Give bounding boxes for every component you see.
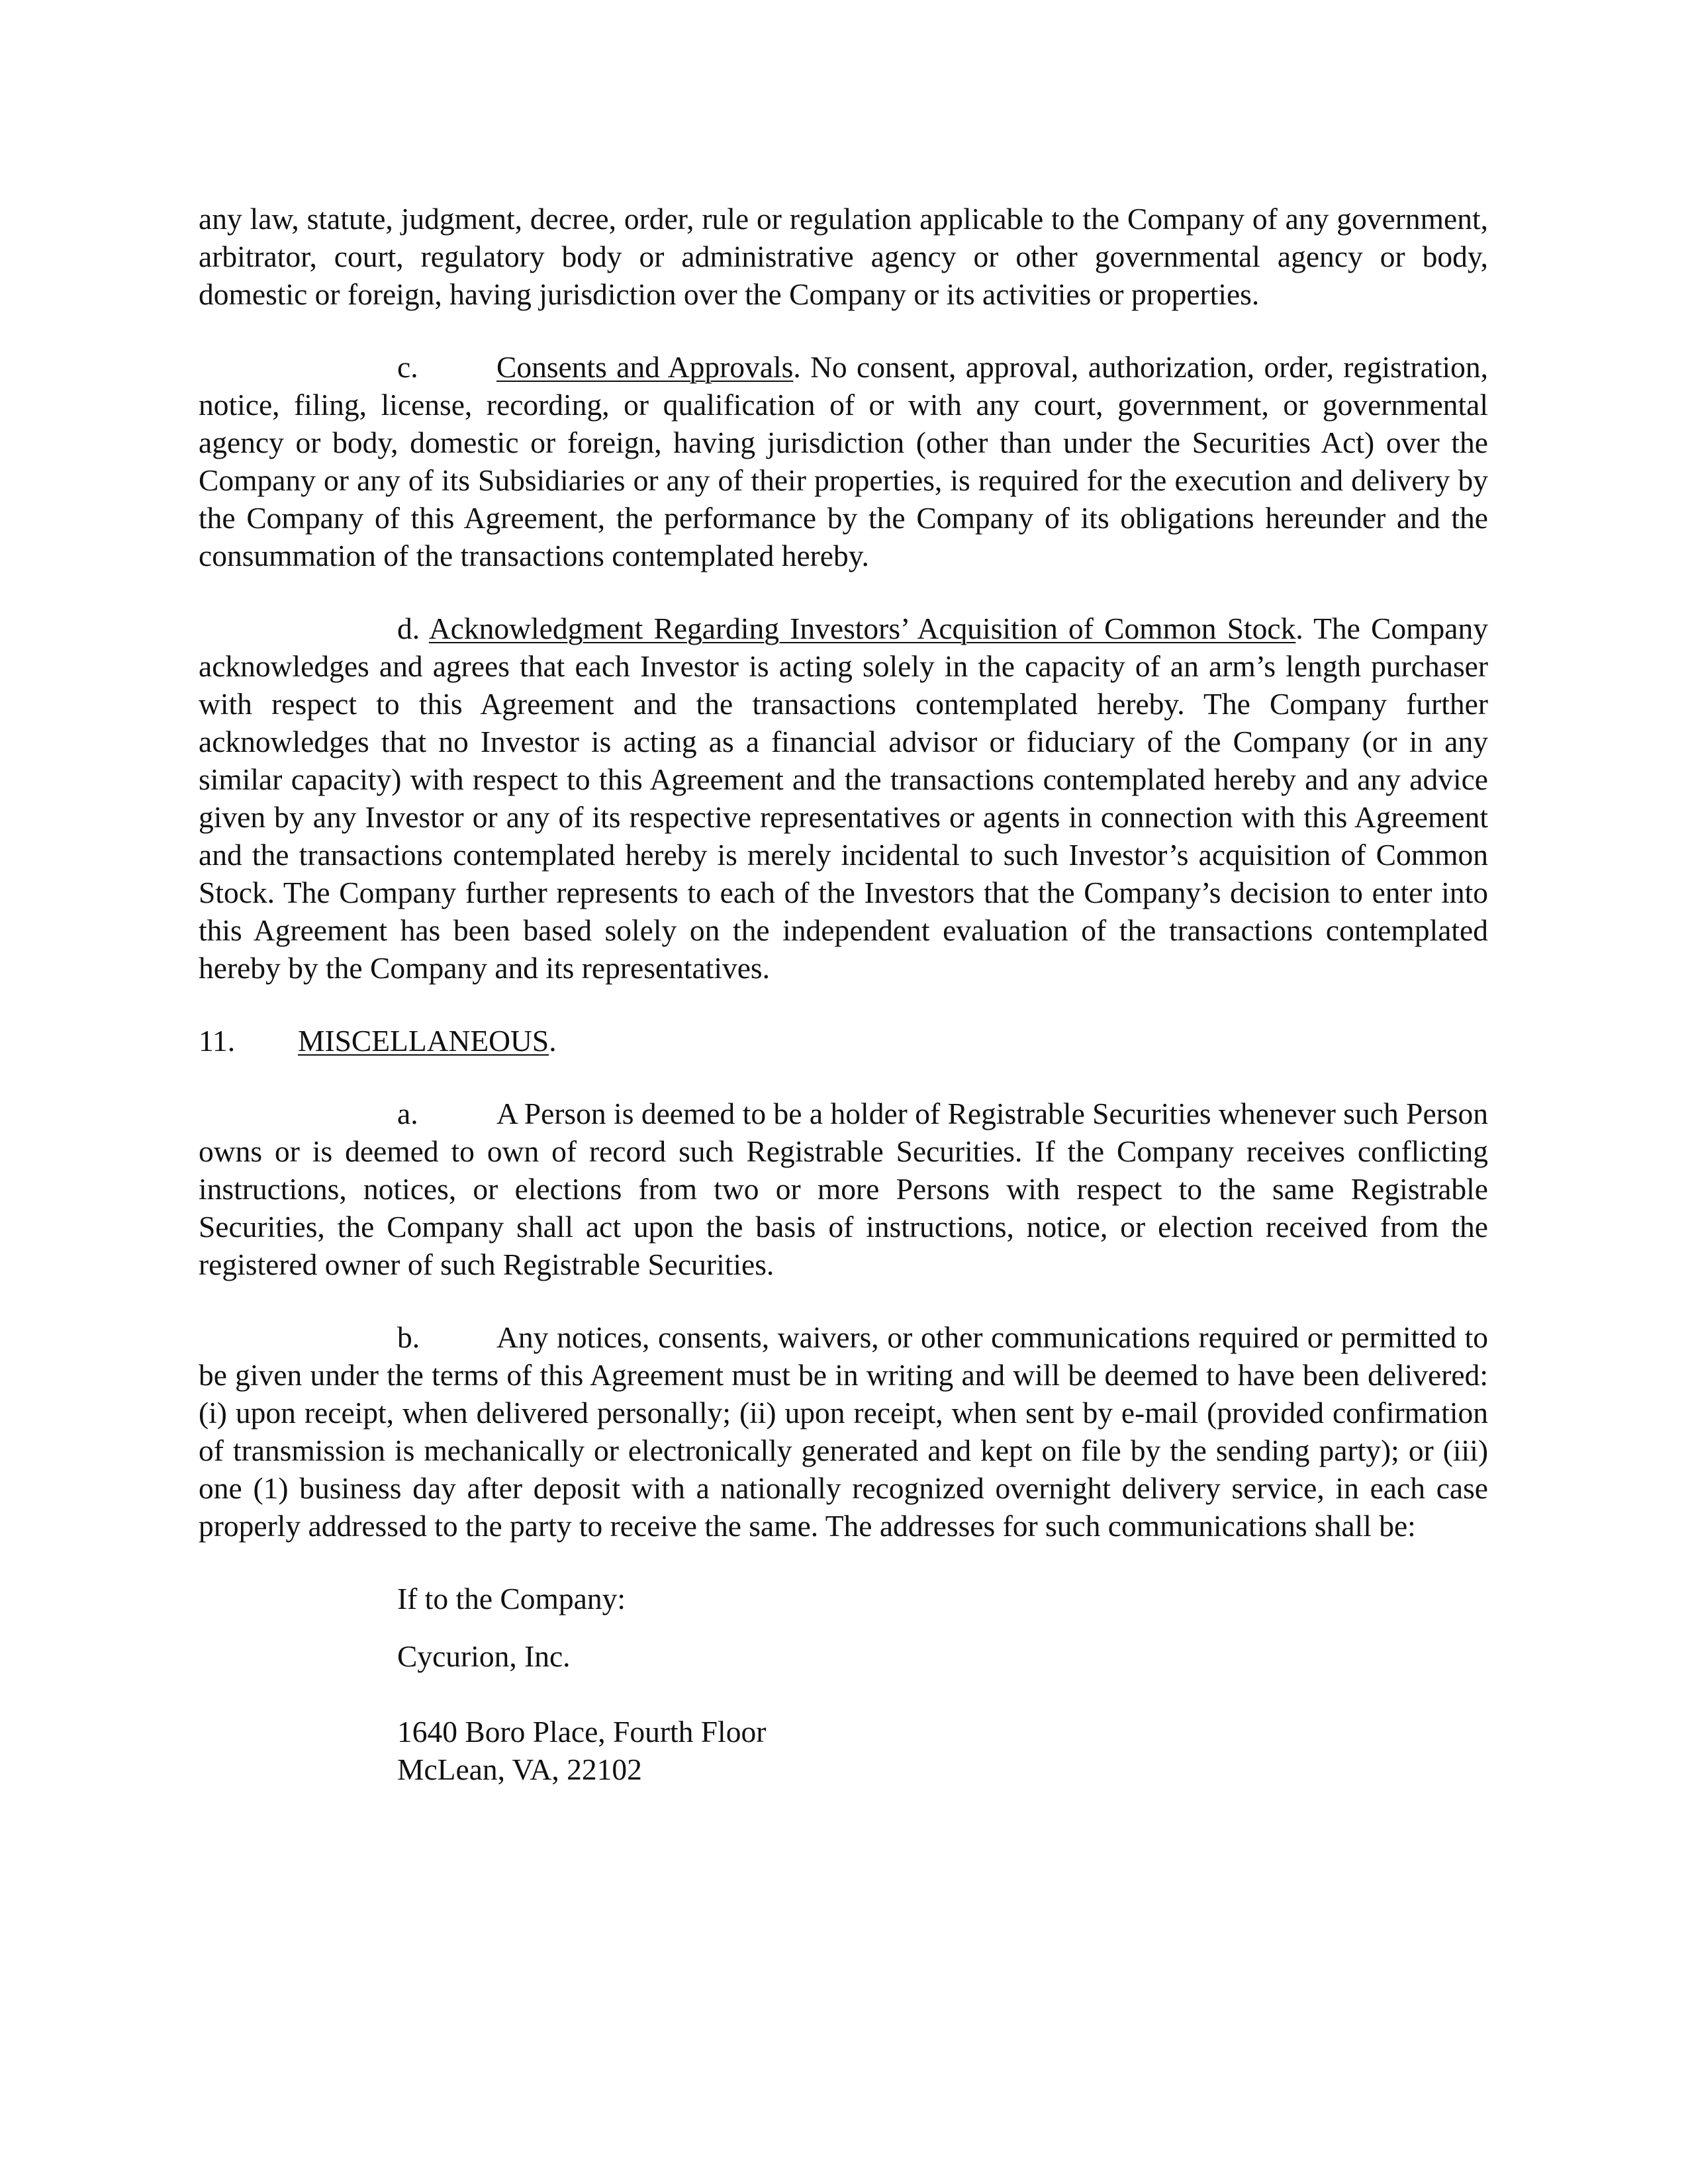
address-intro: If to the Company: — [397, 1582, 626, 1615]
section-d-acknowledgment — [199, 610, 1488, 987]
section-11a-text: A Person is deemed to be a holder of Registrable Securities whenever such Person owns or is deemed to own of record such Registrable Securities. If the Company receives conflicting instructions, notices, or elections from two or more Persons with respect to the same Registrable Securities, the Company shall act upon the basis of instructions, notice, or election received from the registered owner of such Registrable Securities. — [199, 1097, 1488, 1281]
section-11b-paragraph — [199, 1318, 1488, 1545]
section-11-title: MISCELLANEOUS — [298, 1024, 549, 1058]
section-11-heading — [199, 1022, 1488, 1060]
section-11a-label: a. — [397, 1097, 418, 1130]
section-d-title-period: . — [1295, 612, 1303, 645]
address-city: McLean, VA, 22102 — [397, 1752, 642, 1786]
section-d-text: The Company acknowledges and agrees that each Investor is acting solely in the capacity of an arm’s length purchaser with respect to this Agreement and the transactions contemplated hereby. The Company further acknowledges that no Investor is acting as a financial advisor or fiduciary of the Company (or in any similar capacity) with respect to this Agreement and the transactions contemplated hereby and any advice given by any Investor or any of its respective representatives or agents in connection with this Agreement and the transactions contemplated hereby is merely incidental to such Investor’s acquisition of Common Stock. The Company further represents to each of the Investors that the Company’s decision to enter into this Agreement has been based solely on the independent evaluation of the transactions contemplated hereby by the Company and its representatives. — [199, 612, 1489, 985]
section-11a-paragraph — [199, 1095, 1488, 1283]
section-c-label: c. — [397, 350, 418, 384]
section-d-label: d. — [397, 612, 429, 645]
continued-paragraph-text: any law, statute, judgment, decree, order, rule or regulation applicable to the Company of any government, arbitrator, court, regulatory body or administrative agency or other governmental agency or body, domestic or foreign, having jurisdiction over the Company or its activities or properties. — [199, 202, 1488, 311]
company-address-block — [397, 1580, 1488, 1788]
section-d-title: Acknowledgment Regarding Investors’ Acquisition of Common Stock — [428, 612, 1296, 645]
section-c-consents-and-approvals — [199, 348, 1488, 574]
section-c-title: Consents and Approvals — [496, 350, 794, 384]
continued-paragraph — [199, 200, 1488, 313]
address-street: 1640 Boro Place, Fourth Floor — [397, 1715, 767, 1749]
section-11-title-period: . — [549, 1024, 557, 1058]
section-11b-label: b. — [397, 1320, 420, 1354]
section-11-number: 11. — [199, 1024, 236, 1058]
address-company-name: Cycurion, Inc. — [397, 1639, 571, 1673]
section-c-title-period: . — [793, 350, 801, 384]
section-c-text: No consent, approval, authorization, order, registration, notice, filing, license, recording, or qualification of or with any court, government, or governmental agency or body, domestic or foreign, having jurisdiction (other than under the Securities Act) over the Company or any of its Subsidiaries or any of their properties, is required for the execution and delivery by the Company of this Agreement, the performance by the Company of its obligations hereunder and the consummation of the transactions contemplated hereby. — [199, 350, 1488, 572]
section-11b-text: Any notices, consents, waivers, or other communications required or permitted to be given under the terms of this Agreement must be in writing and will be deemed to have been delivered: (i) upon receipt, when delivered personally; (ii) upon receipt, when sent by e-mail (provided confirmation of transmission is mechanically or electronically generated and kept on file by the sending party); or (iii) one (1) business day after deposit with a nationally recognized overnight delivery service, in each case properly addressed to the party to receive the same. The addresses for such communications shall be: — [199, 1320, 1488, 1543]
document-body — [199, 200, 1488, 1788]
